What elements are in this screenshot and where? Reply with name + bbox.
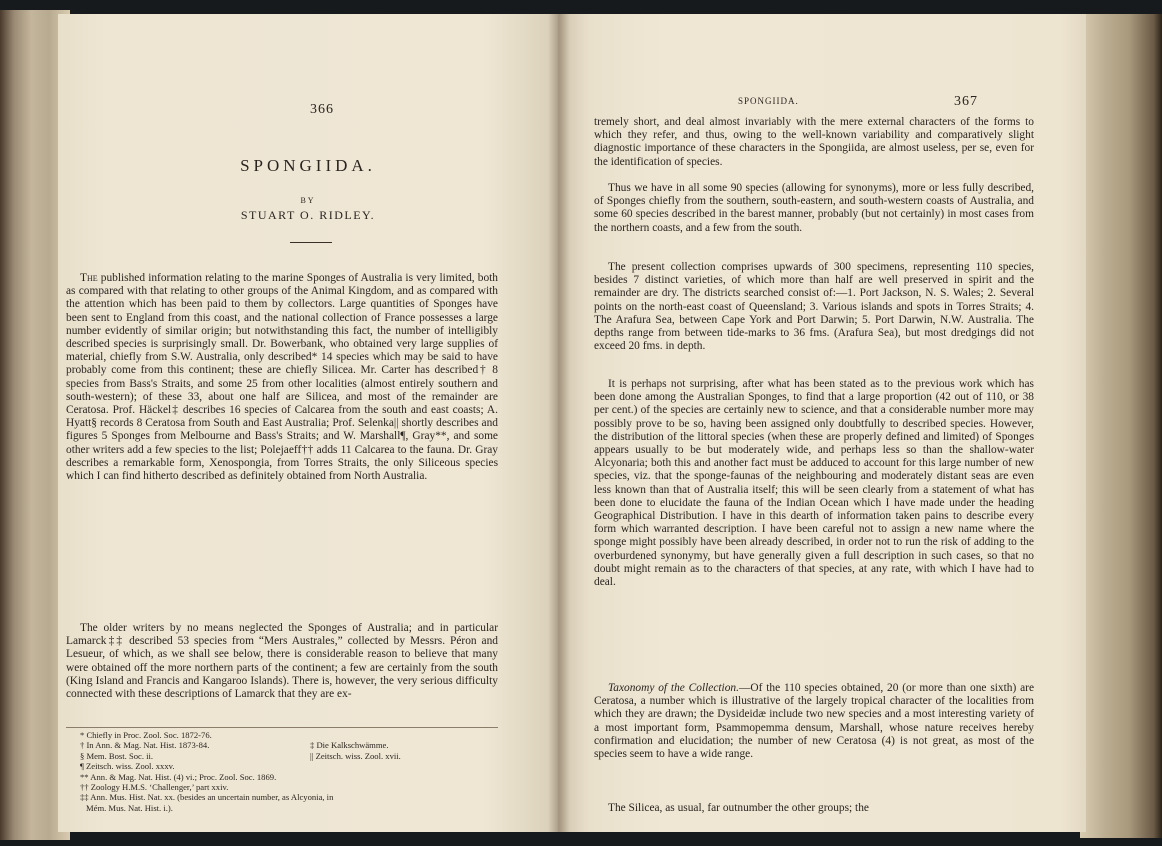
right-paragraph-5-text: —Of the 110 species obtained, 20 (or more than one sixth) are Ceratosa, a number which is illustrative of the largely tropical character of the localities from which they are drawn; the Dysideidæ include two new species and a most interesting variety of a most important form, Psammopemma densum, Marshall, whose nature receives hereby confirmation and elucidation; the number of new Ceratosa (4) is not great, as most of the species seem to have a wide range. [594, 682, 1034, 761]
footnotes [80, 730, 500, 813]
left-paragraph-2: The older writers by no means neglected the Sponges of Australia; and in particular Lamarck‡‡ described 53 species from “Mers Australes,” collected by Messrs. Péron and Lesueur, of which, as we shall see below, there is considerable reason to believe that many were obtained off the more northern parts of the continent; a few are certainly from the south (King Island and Francis and Kangaroo Islands). There is, however, the very serious difficulty connected with these descriptions of Lamarck that they are ex- [66, 622, 498, 701]
right-paragraph-2: Thus we have in all some 90 species (allowing for synonyms), more or less fully described, of Sponges chiefly from the southern, south-eastern, and south-western coasts of Australia, and some 60 species described in the barest manner, probably (but not certainly) in most cases from the northern coasts, and a few from the south. [594, 182, 1034, 234]
footnote-9-continued: Mém. Mus. Nat. Hist. i.). [86, 802, 173, 813]
drop-lead: The [80, 272, 98, 284]
right-page-stack [1080, 14, 1162, 838]
title-rule [290, 242, 332, 243]
right-page-number: 367 [954, 94, 978, 109]
left-paragraph-1 [66, 272, 498, 483]
byline-by: BY [300, 196, 316, 205]
footnote-1: * Chiefly in Proc. Zool. Soc. 1872-76. [80, 730, 212, 740]
right-paragraph-1: tremely short, and deal almost invariably with the mere external characters of the forms to which they refer, and thus, owing to the well-known variability and comparatively slight diagnostic importance of these characters in the Spongiida, are almost useless, per se, even for the identification of species. [594, 116, 1034, 168]
footnote-5: || Zeitsch. wiss. Zool. xvii. [310, 750, 401, 761]
right-paragraph-5 [594, 682, 1034, 761]
footnote-row-2 [80, 740, 500, 750]
footnote-7: ** Ann. & Mag. Nat. Hist. (4) vi.; Proc. Zool. Soc. 1869. [80, 771, 277, 782]
footnote-9: ‡‡ Ann. Mus. Hist. Nat. xx. (besides an uncertain number, as Alcyonia, in [80, 792, 334, 803]
footnote-3: ‡ Die Kalkschwämme. [310, 740, 389, 751]
footnote-row-3 [80, 751, 500, 761]
left-page-number: 366 [310, 102, 334, 117]
book-gutter [548, 14, 570, 832]
footnote-rule [66, 727, 498, 728]
running-head: SPONGIIDA. [738, 96, 799, 106]
left-page [58, 14, 558, 832]
footnote-6: ¶ Zeitsch. wiss. Zool. xxxv. [80, 761, 175, 772]
left-paragraph-1-text: published information relating to the marine Sponges of Australia is very limited, both as compared with that relating to other groups of the Animal Kingdom, and as compared with the attention which has been paid to them by collectors. Large quantities of Sponges have been sent to England from this coast, and the national collection of France possesses a large number evidently of similar origin; but notwithstanding this fact, the number of intelligibly described species is surprisingly small. Dr. Bowerbank, who obtained very large supplies of material, chiefly from S.W. Australia, only described* 14 species which may be said to have probably come from this continent; these are chiefly Silicea. Mr. Carter has described† 8 species from Bass's Straits, and some 25 from other localities (almost entirely southern and south-western); of these 33, about one half are Silicea, and most of the remainder are Ceratosa. Prof. Häckel‡ describes 16 species of Calcarea from the south and east coasts; A. Hyatt§ records 8 Ceratosa from South and East Australia; Prof. Selenka|| shortly describes and figures 5 Sponges from Melbourne and Bass's Straits; and W. Marshall¶, Gray**, and some other writers add a few species to the list; Polejaeff†† adds 11 Calcarea to the fauna. Dr. Gray describes a remarkable form, Xenospongia, from Torres Straits, the only Siliceous species which I can find hitherto described as definitely obtained from North Australia. [66, 272, 498, 483]
article-title: SPONGIIDA. [240, 156, 376, 175]
right-paragraph-4: It is perhaps not surprising, after what has been stated as to the previous work which has been done among the Australian Sponges, to find that a large proportion (42 out of 110, or 38 per cent.) of the species are certainly new to science, and that a considerable number more may possibly prove to be so, having been assigned only doubtfully to described species. However, the distribution of the littoral species (when these are properly defined and limited) of Sponges appears usually to be but moderately wide, and perhaps less so than the shallow-water Alcyonaria; both this and another fact must be adduced to account for this large number of new species, viz. that the sponge-faunas of the neighbouring and moderately distant seas are even less known than that of Australia itself; this will be seen clearly from a statement of what has been done to elucidate the fauna of the Indian Ocean which I have made under the heading Geographical Distribution. I have in this dearth of information taken pains to describe every form which warranted description. I have been careful not to assign a new name where the sponge might possibly have been already described, in order not to run the risk of adding to the overburdened synonymy, but have generally given a full description in such cases, so that no doubt might remain as to the characters of that species, at any rate, with which I have had to deal. [594, 378, 1034, 589]
section-heading: Taxonomy of the Collection. [608, 682, 739, 694]
footnote-8: †† Zoology H.M.S. ‘Challenger,’ part xxiv. [80, 782, 229, 793]
footnote-2: † In Ann. & Mag. Nat. Hist. 1873-84. [80, 740, 210, 751]
right-paragraph-3: The present collection comprises upwards of 300 specimens, representing 110 species, besides 7 distinct varieties, of which more than half are well preserved in spirit and the remainder are dry. The districts searched consist of:—1. Port Jackson, N. S. Wales; 2. Several points on the north-east coast of Queensland; 3. Various islands and spots in Torres Straits; 4. The Arafura Sea, between Cape York and Port Darwin; 5. Port Darwin, N.W. Australia. The depths range from between tide-marks to 36 fms. (Arafura Sea), but most dredgings did not exceed 20 fms. in depth. [594, 261, 1034, 353]
right-paragraph-6: The Silicea, as usual, far outnumber the other groups; the [608, 802, 869, 814]
article-author: STUART O. RIDLEY. [240, 208, 376, 222]
right-page [558, 14, 1086, 832]
footnote-4: § Mem. Bost. Soc. ii. [80, 750, 154, 761]
